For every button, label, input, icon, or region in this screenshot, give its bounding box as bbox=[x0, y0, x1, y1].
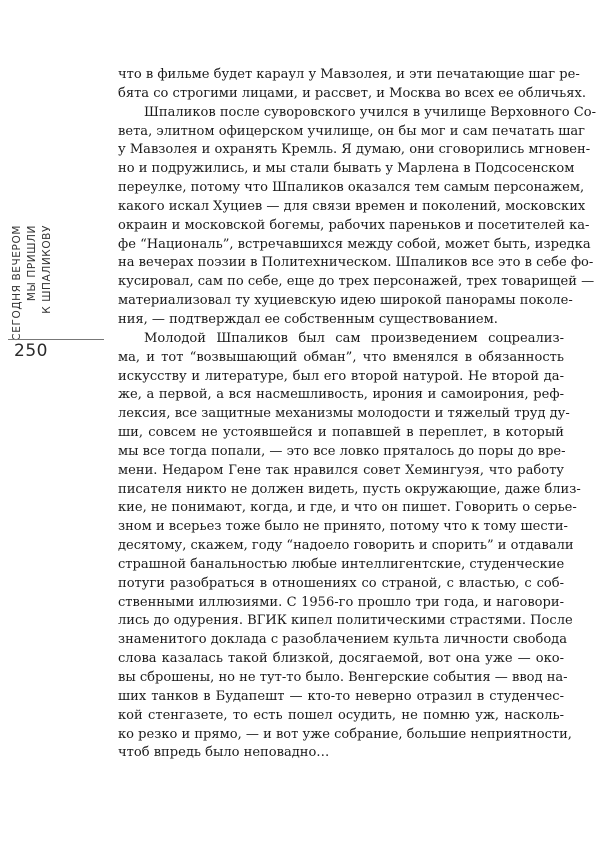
text-line: искусству и литературе, был его второй натурой. Не второй да- bbox=[118, 368, 564, 384]
running-head-line-3: К ШПАЛИКОВУ bbox=[41, 225, 53, 314]
page-number-rule bbox=[8, 339, 104, 340]
text-line: окраин и московской богемы, рабочих пареньков и посетителей ка- bbox=[118, 217, 590, 233]
text-line: потуги разобраться в отношениях со страной, с властью, с соб- bbox=[118, 575, 564, 591]
text-line: лись до одурения. ВГИК кипел политическими страстями. После bbox=[118, 613, 573, 629]
text-line: слова казалась такой близкой, досягаемой, вот она уже — око- bbox=[118, 651, 564, 667]
text-line: лексия, все защитные механизмы молодости и тяжелый труд ду- bbox=[118, 406, 570, 422]
text-line: ния, — подтверждал ее собственным существованием. bbox=[118, 311, 498, 327]
text-line: что в фильме будет караул у Мавзолея, и эти печатающие шаг ре- bbox=[118, 67, 580, 82]
text-line: Шпаликов после суворовского учился в училище Верховного Со- bbox=[144, 104, 597, 120]
text-line: знаменитого доклада с разоблачением культа личности свобода bbox=[118, 632, 567, 648]
text-line: чтоб впредь было неповадно… bbox=[118, 745, 330, 761]
text-line: писателя никто не должен видеть, пусть окружающие, даже близ- bbox=[118, 481, 581, 497]
text-line: мы все тогда попали, — это все ловко пряталось до поры до вре- bbox=[118, 443, 566, 459]
text-line: вета, элитном офицерском училище, он бы мог и сам печатать шаг bbox=[118, 123, 585, 139]
text-line: у Мавзолея и охранять Кремль. Я думаю, они сговорились мгновен- bbox=[118, 142, 591, 158]
running-head-line-2: МЫ ПРИШЛИ bbox=[26, 225, 38, 302]
page-number: 250 bbox=[14, 341, 48, 361]
text-line: ши, совсем не устоявшейся и попавшей в переплет, в который bbox=[118, 425, 564, 441]
text-line: бята со строгими лицами, и рассвет, и Москва во всех ее обличьях. bbox=[118, 85, 587, 101]
text-line: же, а первой, а вся насмешливость, ирония и самоирония, реф- bbox=[118, 387, 564, 403]
text-line: кие, не понимают, когда, и где, и что он пишет. Говорить о серье- bbox=[118, 500, 577, 516]
running-head-rotated bbox=[10, 225, 66, 355]
text-line: кусировал, сам по себе, еще до трех персонажей, трех товарищей — bbox=[118, 274, 595, 290]
text-line: на вечерах поэзии в Политехническом. Шпаликов все это в себе фо- bbox=[118, 255, 594, 271]
text-line: переулке, потому что Шпаликов оказался тем самым персонажем, bbox=[118, 180, 585, 196]
text-line: материализовал ту хуциевскую идею широкой панорамы поколе- bbox=[118, 293, 573, 309]
text-line: ственными иллюзиями. С 1956-го прошло три года, и наговори- bbox=[118, 594, 564, 610]
text-line: страшной банальностью любые интеллигентские, студенческие bbox=[118, 556, 565, 572]
body-text bbox=[118, 66, 597, 763]
text-line: кой стенгазете, то есть пошел осудить, не помню уж, насколь- bbox=[118, 707, 564, 723]
text-line: Молодой Шпаликов был сам произведением соцреализ- bbox=[144, 330, 564, 346]
text-line: фе “Националь”, встречавшихся между собой, может быть, изредка bbox=[118, 236, 591, 252]
paragraph-1 bbox=[118, 66, 587, 104]
text-line: но и подружились, и мы стали бывать у Марлена в Подсосенском bbox=[118, 161, 575, 177]
paragraph-2 bbox=[118, 104, 597, 330]
running-head-line-1: СЕГОДНЯ ВЕЧЕРОМ bbox=[11, 225, 23, 341]
text-line: десятому, скажем, году “надоело говорить и спорить” и отдавали bbox=[118, 538, 574, 554]
text-line: ма, и тот “возвышающий обман”, что вменялся в обязанность bbox=[118, 349, 564, 365]
paragraph-3 bbox=[118, 330, 581, 763]
text-line: какого искал Хуциев — для связи времен и поколений, московских bbox=[118, 198, 586, 214]
text-line: ших танков в Будапешт — кто-то неверно отразил в студенчес- bbox=[118, 688, 564, 704]
text-line: зном и всерьез тоже было не принято, потому что к тому шести- bbox=[118, 519, 568, 535]
text-line: ко резко и прямо, — и вот уже собрание, большие неприятности, bbox=[118, 726, 572, 742]
text-line: мени. Недаром Гене так нравился совет Хемингуэя, что работу bbox=[118, 462, 564, 478]
text-line: вы сброшены, но не тут-то было. Венгерские события — ввод на- bbox=[118, 670, 568, 685]
